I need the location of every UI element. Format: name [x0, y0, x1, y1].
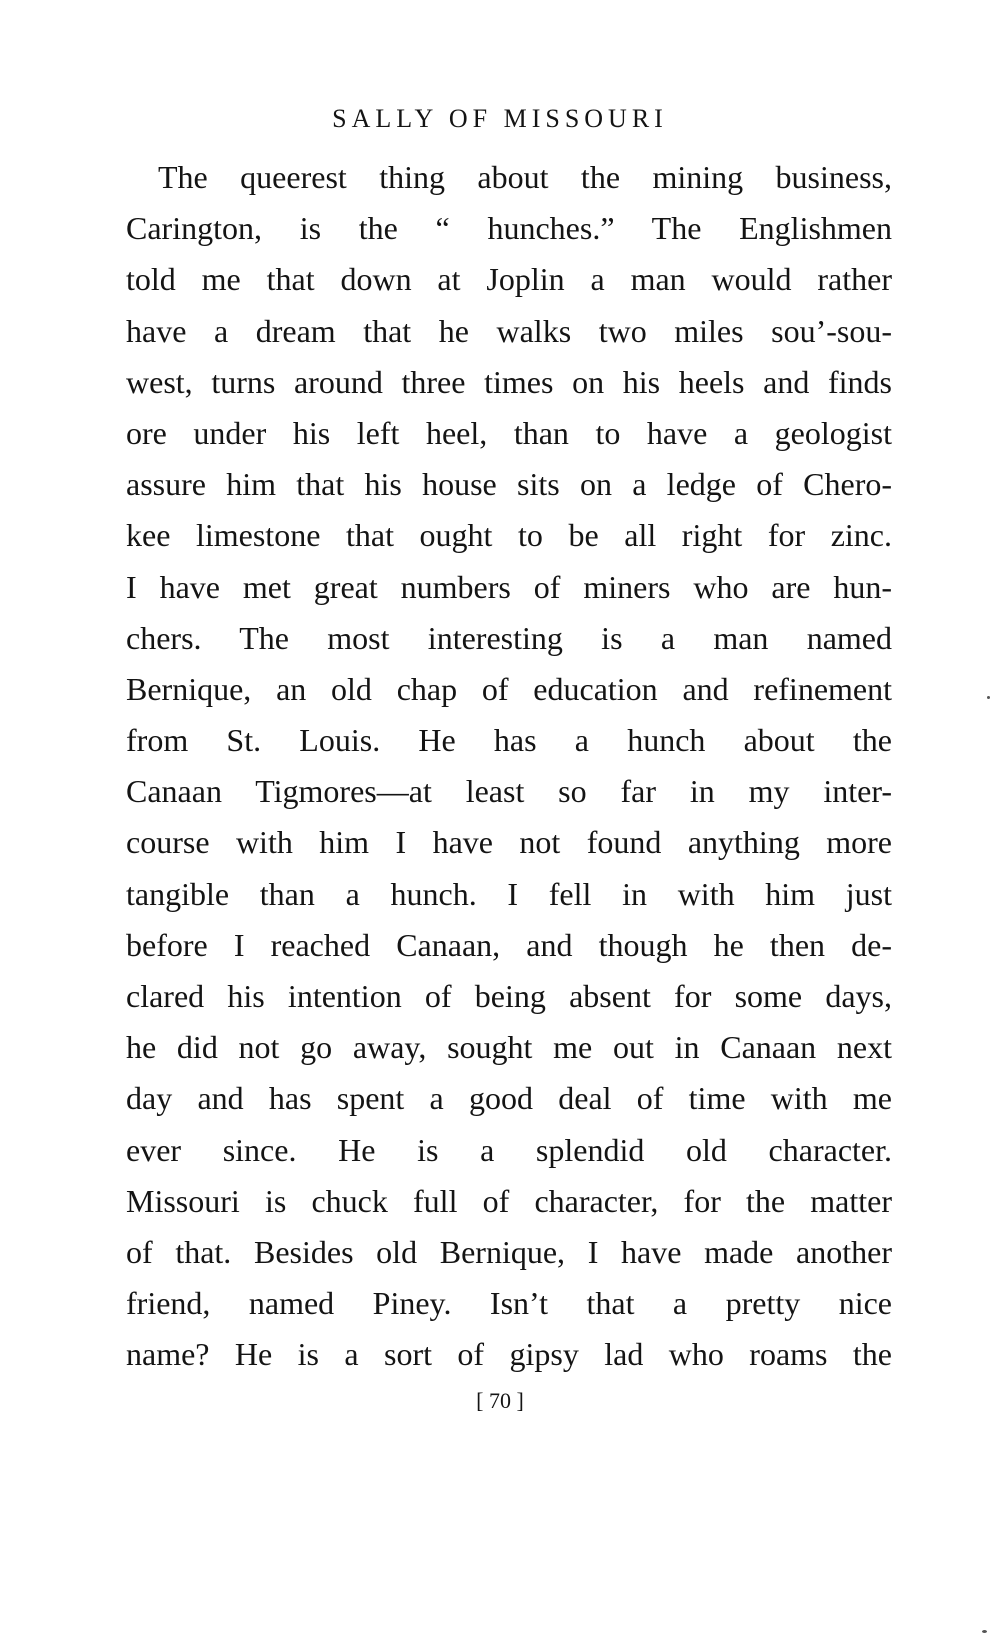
text-line: Missouri is chuck full of character, for the matter	[126, 1182, 892, 1219]
text-line: from St. Louis. He has a hunch about the	[126, 722, 892, 759]
text-line: have a dream that he walks two miles sou’-sou-	[126, 312, 892, 349]
text-line: Carington, is the “ hunches.” The Englishmen	[126, 210, 892, 247]
text-line: friend, named Piney. Isn’t that a pretty nice	[126, 1285, 892, 1322]
scan-speck	[987, 696, 990, 699]
text-line: Bernique, an old chap of education and refinement	[126, 670, 892, 707]
text-line: told me that down at Joplin a man would rather	[126, 261, 892, 298]
text-line: ever since. He is a splendid old character.	[126, 1131, 892, 1168]
text-line: day and has spent a good deal of time with me	[126, 1080, 892, 1117]
text-line: name? He is a sort of gipsy lad who roams the	[126, 1336, 892, 1373]
text-line: chers. The most interesting is a man named	[126, 619, 892, 656]
scan-speck	[982, 1630, 987, 1633]
text-line: clared his intention of being absent for some days,	[126, 978, 892, 1014]
text-line: Canaan Tigmores—at least so far in my inter-	[126, 773, 892, 810]
text-line: course with him I have not found anything more	[126, 824, 892, 861]
running-head: SALLY OF MISSOURI	[332, 104, 668, 133]
text-line: west, turns around three times on his heels and finds	[126, 363, 892, 400]
page-number: [ 70 ]	[476, 1388, 524, 1413]
body-text	[126, 152, 892, 1381]
text-line: The queerest thing about the mining business,	[158, 159, 892, 195]
text-line: tangible than a hunch. I fell in with him just	[126, 875, 892, 912]
text-line: assure him that his house sits on a ledge of Chero-	[126, 466, 892, 503]
text-line: of that. Besides old Bernique, I have made another	[126, 1233, 892, 1270]
text-line: ore under his left heel, than to have a geologist	[126, 414, 892, 451]
text-line: he did not go away, sought me out in Canaan next	[126, 1029, 892, 1066]
text-line: I have met great numbers of miners who are hun-	[126, 568, 892, 605]
text-line: before I reached Canaan, and though he then de-	[126, 926, 892, 963]
text-line: kee limestone that ought to be all right for zinc.	[126, 517, 892, 554]
